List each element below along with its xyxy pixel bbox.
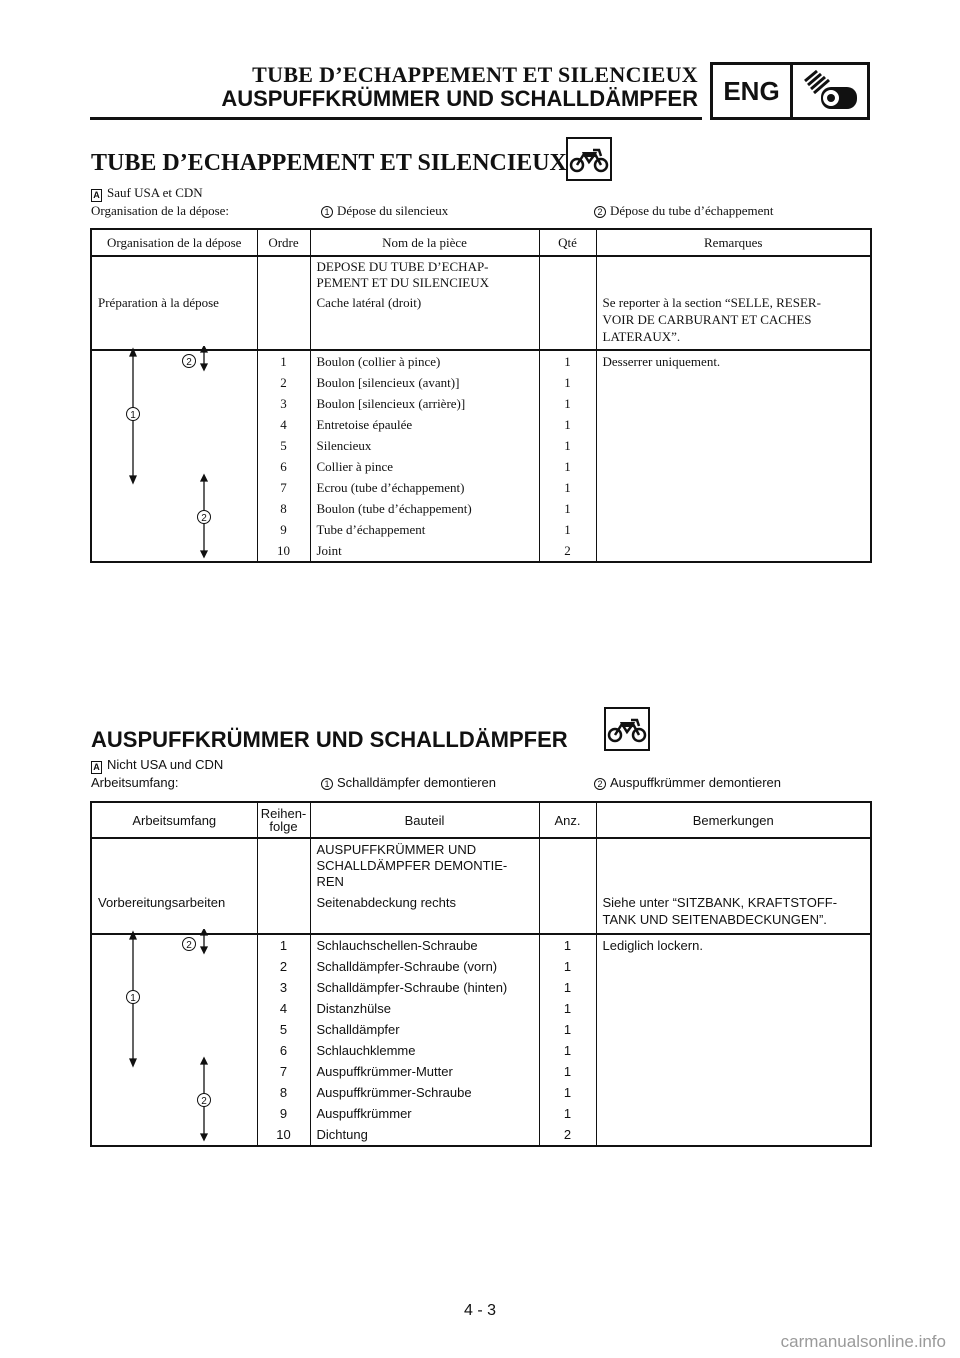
group-label: 2 (201, 513, 207, 524)
prep-title-fr: DEPOSE DU TUBE D’ECHAP- PEMENT ET DU SILENCIEUX (310, 256, 539, 292)
header-title-fr: TUBE D’ECHAPPEMENT ET SILENCIEUX (252, 62, 698, 87)
table-row: 10 Dichtung 2 (91, 1124, 871, 1146)
step1-fr (321, 203, 448, 219)
col-header: Anz. (539, 802, 596, 838)
table-row: 7 Ecrou (tube d’échappement) 1 (91, 477, 871, 498)
table-row: 6 Schlauchklemme 1 (91, 1040, 871, 1061)
header-rule (90, 117, 702, 120)
prep-label-de: Vorbereitungsarbeiten (91, 892, 257, 934)
table-row: 4 Entretoise épaulée 1 (91, 414, 871, 435)
table-row: 1 Boulon (collier à pince) 1 Desserrer uniquement. (91, 350, 871, 372)
step-text: Auspuffkrümmer demontieren (610, 775, 782, 790)
col-header: Bauteil (310, 802, 539, 838)
col-header: Organisation de la dépose (91, 229, 257, 256)
table-row: 5 Silencieux 1 (91, 435, 871, 456)
table-row: 3 Schalldämpfer-Schraube (hinten) 1 (91, 977, 871, 998)
col-header: Ordre (257, 229, 310, 256)
prep-title-de: AUSPUFFKRÜMMER UND SCHALLDÄMPFER DEMONTIE- REN (310, 838, 539, 892)
table-row: 6 Collier à pince 1 (91, 456, 871, 477)
page-number: 4 - 3 (463, 1302, 496, 1319)
step-number: 2 (594, 206, 606, 218)
prep-remark-fr: Se reporter à la section “SELLE, RESER- VOIR DE CARBURANT ET CACHES LATERAUX”. (596, 292, 871, 350)
note-text-fr: Sauf USA et CDN (107, 185, 203, 200)
group-label: 1 (130, 410, 136, 421)
group-label: 2 (186, 940, 192, 951)
step1-de (321, 775, 496, 790)
table-row: 8 Boulon (tube d’échappement) 1 (91, 498, 871, 519)
org-label-fr: Organisation de la dépose: (91, 203, 230, 218)
col-header: Arbeitsumfang (91, 802, 257, 838)
table-row: 10 Joint 2 (91, 540, 871, 562)
note-text-de: Nicht USA und CDN (107, 757, 224, 772)
table-row: 3 Boulon [silencieux (arrière)] 1 (91, 393, 871, 414)
badge-a: A (91, 189, 102, 202)
section-title-fr: TUBE D’ECHAPPEMENT ET SILENCIEUX (91, 150, 567, 176)
step-number: 2 (594, 778, 606, 790)
step-text: Dépose du tube d’échappement (610, 203, 774, 218)
col-header: Reihen- folge (257, 802, 310, 838)
motorcycle-icon (566, 137, 612, 181)
col-header: Bemerkungen (596, 802, 871, 838)
header-title-de: AUSPUFFKRÜMMER UND SCHALLDÄMPFER (221, 86, 698, 111)
motorcycle-icon (604, 707, 650, 751)
org-label-de: Arbeitsumfang: (91, 775, 179, 790)
order-bracket-diagram-de (118, 929, 218, 1143)
step-number: 1 (321, 206, 333, 218)
prep-remark-de: Siehe unter “SITZBANK, KRAFTSTOFF- TANK UND SEITENABDECKUNGEN”. (596, 892, 871, 934)
group-label: 1 (130, 993, 136, 1004)
prep-label-fr: Préparation à la dépose (91, 292, 257, 350)
prep-part-de: Seitenabdeckung rechts (310, 892, 539, 934)
col-header: Remarques (596, 229, 871, 256)
col-header: Nom de la pièce (310, 229, 539, 256)
note-de (91, 757, 223, 774)
table-row: 2 Boulon [silencieux (avant)] 1 (91, 372, 871, 393)
table-row: 4 Distanzhülse 1 (91, 998, 871, 1019)
step2-fr (594, 203, 774, 219)
prep-part-fr: Cache latéral (droit) (310, 292, 539, 350)
engine-icon (793, 65, 867, 117)
table-row: 8 Auspuffkrümmer-Schraube 1 (91, 1082, 871, 1103)
table-row: 2 Schalldämpfer-Schraube (vorn) 1 (91, 956, 871, 977)
table-row: 7 Auspuffkrümmer-Mutter 1 (91, 1061, 871, 1082)
table-row: 5 Schalldämpfer 1 (91, 1019, 871, 1040)
col-header: Qté (539, 229, 596, 256)
group-label: 2 (186, 357, 192, 368)
table-row: 9 Auspuffkrümmer 1 (91, 1103, 871, 1124)
table-row: 1 Schlauchschellen-Schraube 1 Lediglich lockern. (91, 934, 871, 956)
section-title-de: AUSPUFFKRÜMMER UND SCHALLDÄMPFER (91, 727, 568, 752)
step2-de (594, 775, 781, 790)
badge-a: A (91, 761, 102, 774)
eng-badge (710, 62, 870, 120)
order-bracket-diagram-fr (118, 346, 218, 560)
table-row: 9 Tube d’échappement 1 (91, 519, 871, 540)
step-text: Schalldämpfer demontieren (337, 775, 496, 790)
note-fr (91, 185, 203, 202)
group-label: 2 (201, 1096, 207, 1107)
step-number: 1 (321, 778, 333, 790)
step-text: Dépose du silencieux (337, 203, 449, 218)
eng-label: ENG (713, 65, 793, 117)
watermark: carmanualsonline.info (780, 1332, 946, 1351)
